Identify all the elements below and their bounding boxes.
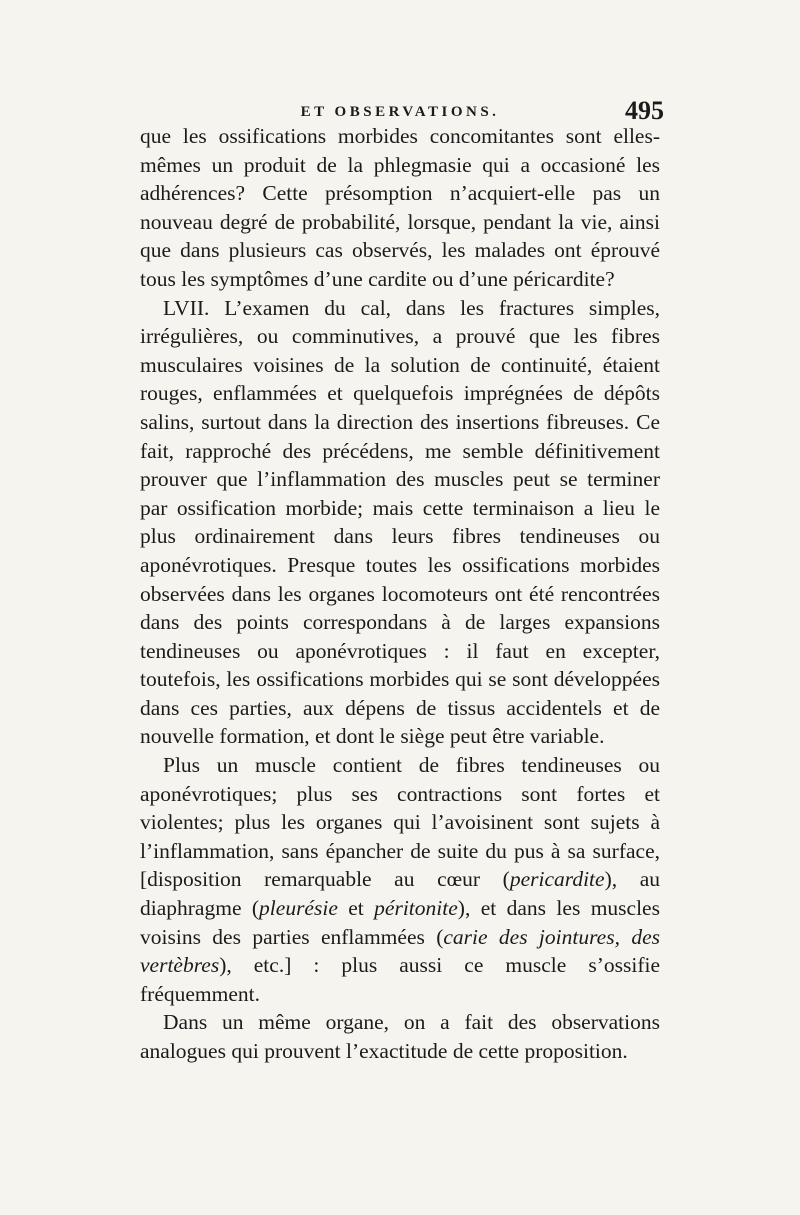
text-run: que les ossifications morbides concomitantes sont elles-mêmes un produit de la phlegmasie qui a occasioné les adhérences? Cette présomption n’acquiert-elle pas un nouveau degré de probabilité, lorsque, pendant la vie, ainsi que dans plusieurs cas observés, les malades ont éprouvé tous les symptômes d’une cardite ou d’une péricardite? xyxy=(140,124,660,291)
text-run: Dans un même organe, on a fait des observations analogues qui prouvent l’exactitude de cette proposition. xyxy=(140,1010,660,1063)
body-text xyxy=(140,122,660,1066)
text-run: et xyxy=(337,896,375,921)
paragraph xyxy=(140,122,660,294)
text-run: ), et dans les muscles voisins des parties enflammées ( xyxy=(140,896,660,949)
page-number: 495 xyxy=(625,96,664,125)
paragraph xyxy=(140,1008,660,1065)
italic-text: pleurésie xyxy=(259,896,338,921)
text-run: ), au diaphragme ( xyxy=(140,867,661,921)
italic-text: carie des jointures, des vertèbres xyxy=(140,924,660,978)
text-run: Plus un muscle contient de fibres tendineuses ou aponévrotiques; plus ses contractions sont fortes et violentes; plus les organes qui l’avoisinent sont sujets à l’inflammation, sans épancher de suite du pus à sa surface, [disposition remarquable au cœur ( xyxy=(140,753,660,892)
italic-text: pericardite xyxy=(509,867,605,892)
paragraph xyxy=(140,751,660,1008)
paragraph xyxy=(140,294,660,752)
text-run: ), etc.] : plus aussi ce muscle s’ossifie fréquemment. xyxy=(140,953,660,1006)
italic-text: péritonite xyxy=(374,896,458,921)
book-page xyxy=(140,96,664,1066)
text-run: LVII. L’examen du cal, dans les fractures simples, irrégulières, ou comminutives, a prouvé que les fibres musculaires voisines de la solution de continuité, étaient rouges, enflammées et quelquefois imprégnées de dépôts salins, surtout dans la direction des insertions fibreuses. Ce fait, rapproché des précédens, me semble définitivement prouver que l’inflammation des muscles peut se terminer par ossification morbide; mais cette terminaison a lieu le plus ordinairement dans leurs fibres tendineuses ou aponévrotiques. Presque toutes les ossifications morbides observées dans les organes locomoteurs ont été rencontrées dans des points correspondans à de larges expansions tendineuses ou aponévrotiques : il faut en excepter, toutefois, les ossifications morbides qui se sont développées dans ces parties, aux dépens de tissus accidentels et de nouvelle formation, et dont le siège peut être variable. xyxy=(140,295,660,749)
running-title: ET OBSERVATIONS. xyxy=(300,104,500,120)
page-header xyxy=(140,96,664,132)
